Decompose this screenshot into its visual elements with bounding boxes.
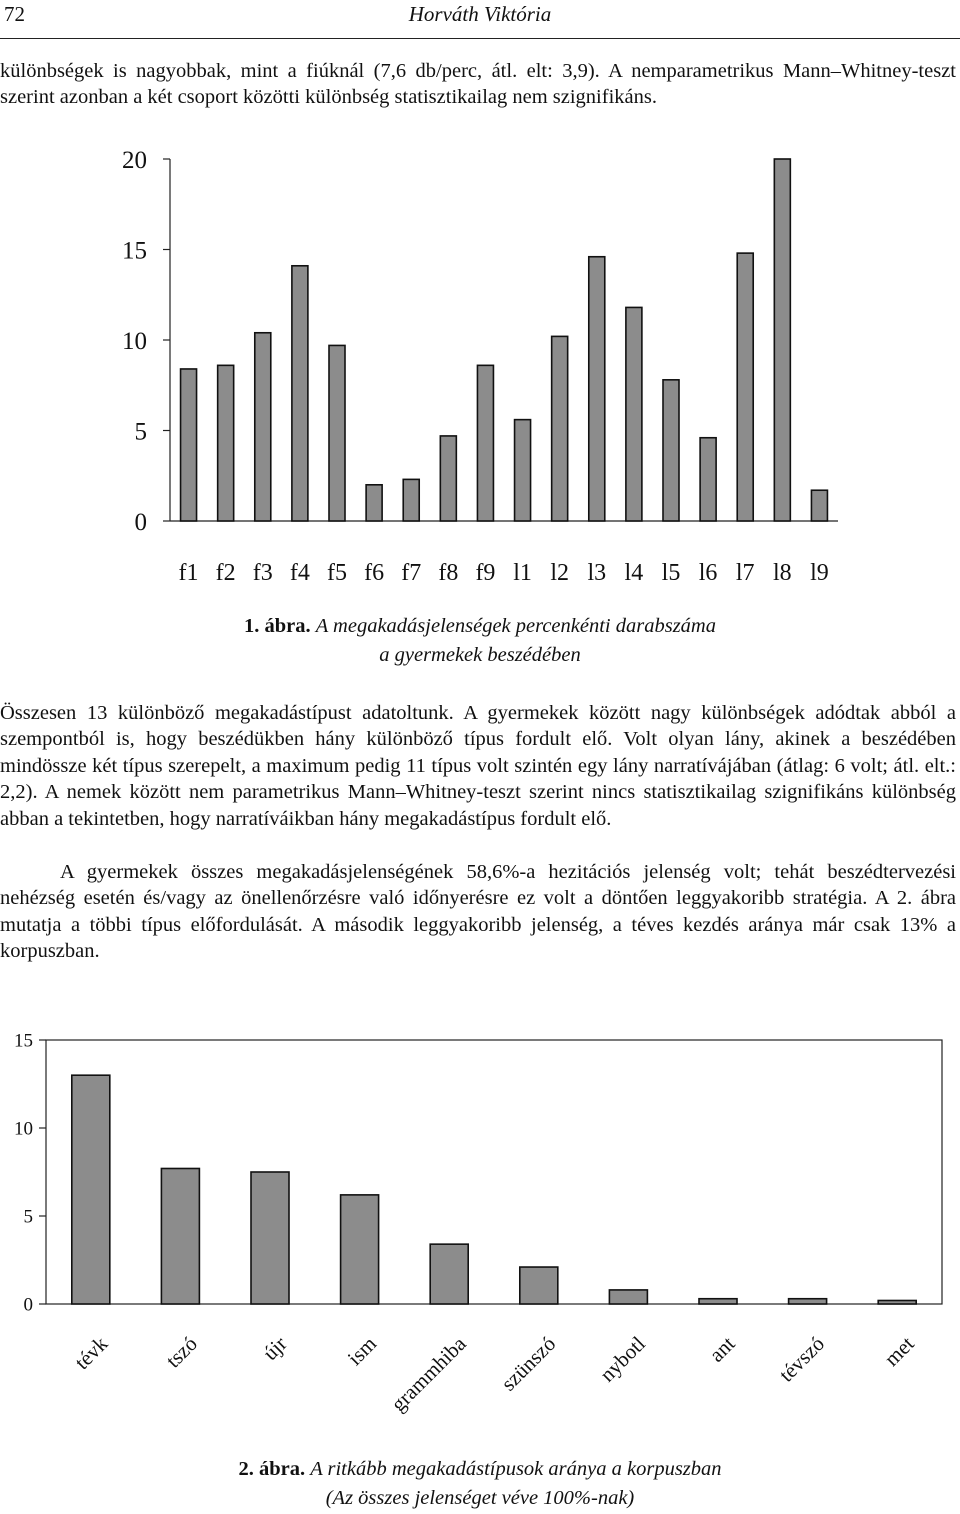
bar-f7: [403, 479, 419, 521]
bar-f6: [366, 485, 382, 521]
bar-met: [878, 1300, 916, 1304]
x-category-label: újr: [258, 1331, 292, 1366]
figure2-caption: [0, 1455, 960, 1513]
figure1-caption: [0, 612, 960, 670]
running-head: Horváth Viktória: [408, 2, 552, 26]
bar-f9: [477, 365, 493, 521]
page-number: 72: [4, 2, 25, 26]
bar-grammhiba: [430, 1244, 468, 1304]
figure2-caption-line2: (Az összes jelenséget véve 100%-nak): [325, 1487, 635, 1509]
bar-ant: [699, 1299, 737, 1304]
x-category-label: tévszó: [774, 1331, 830, 1387]
bar-l4: [626, 307, 642, 521]
body-paragraph-2: [0, 859, 956, 965]
bar-újr: [251, 1172, 289, 1304]
x-category-label: nybotl: [595, 1331, 650, 1387]
x-category-label: f1: [178, 560, 199, 586]
x-category-label: f3: [252, 560, 273, 586]
x-category-label: f5: [327, 560, 347, 586]
y-tick-label: 10: [14, 1118, 33, 1140]
y-tick-label: 10: [122, 327, 147, 355]
y-tick-label: 20: [122, 146, 147, 174]
x-category-label: tszó: [161, 1331, 202, 1373]
x-category-label: ism: [342, 1331, 382, 1370]
x-category-label: f2: [215, 560, 236, 586]
figure1-label: 1. ábra.: [244, 615, 311, 637]
x-category-label: f6: [364, 560, 385, 586]
x-category-label: l2: [550, 560, 570, 586]
x-category-label: grammhiba: [386, 1331, 471, 1417]
figure2-label: 2. ábra.: [238, 1458, 306, 1480]
bar-l7: [737, 253, 753, 521]
bar-szünszó: [520, 1267, 558, 1304]
body-paragraph-1: Összesen 13 különböző megakadástípust adatoltunk. A gyermekek között nagy különbségek adódtak abból a szempontból is, hogy beszédükben hány különböző típus fordult elő. Volt olyan lány, akinek a beszédében mindössze két típus szerepelt, a maximum pedig 11 típus volt szintén egy lány narratívájában (átlag: 6 volt; átl. elt.: 2,2). A nemek között nem parametrikus Mann–Whitney-teszt szerint nincs statisztikailag szignifikáns különbség abban a tekintetben, hogy narratíváikban hány megakadástípus fordult elő.: [0, 702, 956, 830]
page-header: [0, 0, 960, 34]
body-paragraph-2-text: A gyermekek összes megakadásjelenségének 58,6%-a hezitációs jelenség volt; tehát beszédtervezési nehézség esetén és/vagy az önellenőrzésre való időnyerésre ez volt a döntően leggyakoribb stratégia. A 2. ábra mutatja a többi típus előfordulását. A második leggyakoribb jelenség, a téves kezdés aránya már csak 13% a korpuszban.: [0, 861, 956, 963]
x-category-label: f7: [401, 560, 422, 586]
bar-tszó: [161, 1168, 199, 1304]
bar-f3: [255, 333, 271, 521]
bar-ism: [341, 1195, 379, 1304]
y-tick-label: 15: [122, 237, 147, 265]
bar-f8: [440, 436, 456, 521]
x-category-label: l8: [772, 560, 792, 586]
bar-l3: [589, 257, 605, 521]
figure1-caption-line2: a gyermekek beszédében: [379, 644, 581, 666]
bar-l2: [552, 336, 568, 521]
x-category-label: l4: [624, 560, 644, 586]
bar-l1: [515, 420, 531, 521]
x-category-label: szünszó: [496, 1331, 561, 1396]
bar-tévszó: [789, 1299, 827, 1304]
x-category-label: l9: [810, 560, 829, 586]
bar-f2: [218, 365, 234, 521]
bar-l9: [811, 490, 827, 521]
intro-paragraph: különbségek is nagyobbak, mint a fiúknál (7,6 db/perc, átl. elt: 3,9). A nemparametrikus Mann–Whitney-teszt szerint azonban a két csoport közötti különbség statisztikailag nem szignifikáns.: [0, 60, 956, 109]
x-category-label: l5: [661, 560, 681, 586]
x-category-label: l6: [698, 560, 718, 586]
x-category-label: met: [879, 1331, 919, 1371]
figure2-caption-line1: A ritkább megakadástípusok aránya a korpuszban: [310, 1458, 722, 1480]
y-tick-label: 15: [14, 1030, 33, 1052]
x-category-label: l1: [513, 560, 532, 586]
bar-l8: [774, 159, 790, 521]
bar-l5: [663, 380, 679, 521]
figure1-caption-line1: A megakadásjelenségek percenkénti darabszáma: [315, 615, 716, 637]
y-tick-label: 0: [23, 1294, 33, 1316]
bar-f4: [292, 266, 308, 521]
bar-f5: [329, 345, 345, 521]
bar-nybotl: [609, 1290, 647, 1304]
x-category-label: l7: [735, 560, 755, 586]
y-tick-label: 0: [134, 508, 147, 536]
figure1-chart: [0, 140, 960, 600]
bar-f1: [181, 369, 197, 521]
bar-tévk: [72, 1075, 110, 1304]
x-category-label: f9: [475, 560, 496, 586]
x-category-label: l3: [587, 560, 607, 586]
header-rule: [0, 38, 960, 39]
y-tick-label: 5: [134, 418, 147, 446]
figure2-chart: [0, 1020, 960, 1450]
x-category-label: f8: [438, 560, 459, 586]
y-tick-label: 5: [23, 1206, 33, 1228]
x-category-label: ant: [704, 1331, 740, 1367]
x-category-label: f4: [289, 560, 310, 586]
x-category-label: tévk: [69, 1331, 113, 1375]
bar-l6: [700, 438, 716, 521]
